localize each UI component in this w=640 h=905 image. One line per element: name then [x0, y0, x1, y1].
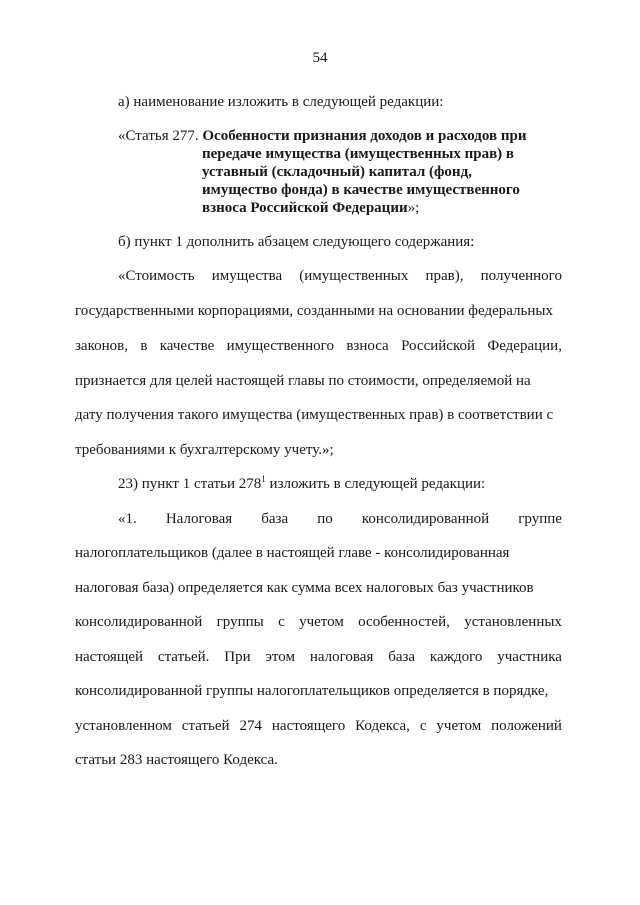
item-23-superscript: 1 [261, 474, 266, 484]
word: с [419, 718, 427, 734]
word: Кодекса, [355, 718, 410, 734]
article-277-first-line [118, 127, 526, 145]
paragraph-2-line-2: налогоплательщиков (далее в настоящей главе - консолидированная [75, 545, 510, 561]
word: качестве [159, 338, 215, 354]
word: база [388, 649, 416, 665]
article-277-title-line-1: Особенности признания доходов и расходов при [202, 128, 527, 144]
paragraph-1-line-2: государственными корпорациями, созданными на основании федеральных [75, 303, 553, 319]
word: положений [491, 718, 562, 734]
article-277-title-line-2: передаче имущества (имущественных прав) в [202, 146, 515, 162]
paragraph-2-line-5 [75, 648, 562, 666]
word: статьей. [157, 649, 210, 665]
word: особенностей, [358, 614, 450, 630]
article-277-title-line-4: имущество фонда) в качестве имущественного [202, 182, 520, 198]
word: группе [518, 511, 562, 527]
paragraph-2-line-7 [75, 717, 562, 735]
word: установленных [464, 614, 562, 630]
word: консолидированной [75, 614, 203, 630]
word: по [317, 511, 333, 527]
item-23 [118, 475, 485, 493]
paragraph-1-line-3 [75, 337, 562, 355]
word: «Стоимость [118, 268, 195, 284]
article-277-title-line-5 [202, 199, 419, 217]
word: При [224, 649, 251, 665]
word: каждого [429, 649, 483, 665]
paragraph-2-line-8: статьи 283 настоящего Кодекса. [75, 752, 278, 768]
word: настоящего [271, 718, 346, 734]
word: имущественного [226, 338, 334, 354]
paragraph-2-line-6: консолидированной группы налогоплательщиков определяется в порядке, [75, 683, 549, 699]
word: Федерации, [487, 338, 562, 354]
word: группы [216, 614, 264, 630]
paragraph-2-line-4 [75, 613, 562, 631]
item-23-text-after: изложить в следующей редакции: [265, 476, 486, 492]
paragraph-1-line-4: признается для целей настоящей главы по стоимости, определяемой на [75, 373, 531, 389]
word: учетом [436, 718, 482, 734]
word: установленном [75, 718, 172, 734]
paragraph-1-line-6: требованиями к бухгалтерскому учету.»; [75, 442, 334, 458]
word: Российской [401, 338, 476, 354]
word: с [278, 614, 285, 630]
article-277-title-line-3: уставный (складочный) капитал (фонд, [202, 164, 472, 180]
word: учетом [299, 614, 344, 630]
word: налоговая [309, 649, 374, 665]
word: участника [497, 649, 562, 665]
word: законов, [75, 338, 128, 354]
word: в [140, 338, 148, 354]
page-number: 54 [312, 50, 328, 66]
item-23-text-before: 23) пункт 1 статьи 278 [118, 476, 262, 492]
word: консолидированной [361, 511, 490, 527]
word: 274 [239, 718, 262, 734]
item-b: б) пункт 1 дополнить абзацем следующего содержания: [118, 234, 475, 250]
article-277-title-line-5-text: взноса Российской Федерации [202, 200, 408, 216]
paragraph-1-line-5: дату получения такого имущества (имущественных прав) в соответствии с [75, 407, 554, 423]
paragraph-1-line-1 [118, 267, 562, 285]
word: «1. [118, 511, 137, 527]
word: взноса [346, 338, 389, 354]
article-277-prefix: «Статья 277. [118, 128, 199, 144]
word: Налоговая [165, 511, 233, 527]
word: база [261, 511, 289, 527]
word: настоящей [75, 649, 144, 665]
word: (имущественных [299, 268, 409, 284]
word: прав), [425, 268, 464, 284]
paragraph-2-line-1 [118, 510, 562, 528]
item-a: а) наименование изложить в следующей редакции: [118, 94, 444, 110]
paragraph-2-line-3: налоговая база) определяется как сумма всех налоговых баз участников [75, 580, 534, 596]
word: имущества [211, 268, 283, 284]
word: полученного [480, 268, 562, 284]
word: этом [265, 649, 295, 665]
article-277-suffix: »; [407, 200, 420, 216]
word: статьей [181, 718, 230, 734]
